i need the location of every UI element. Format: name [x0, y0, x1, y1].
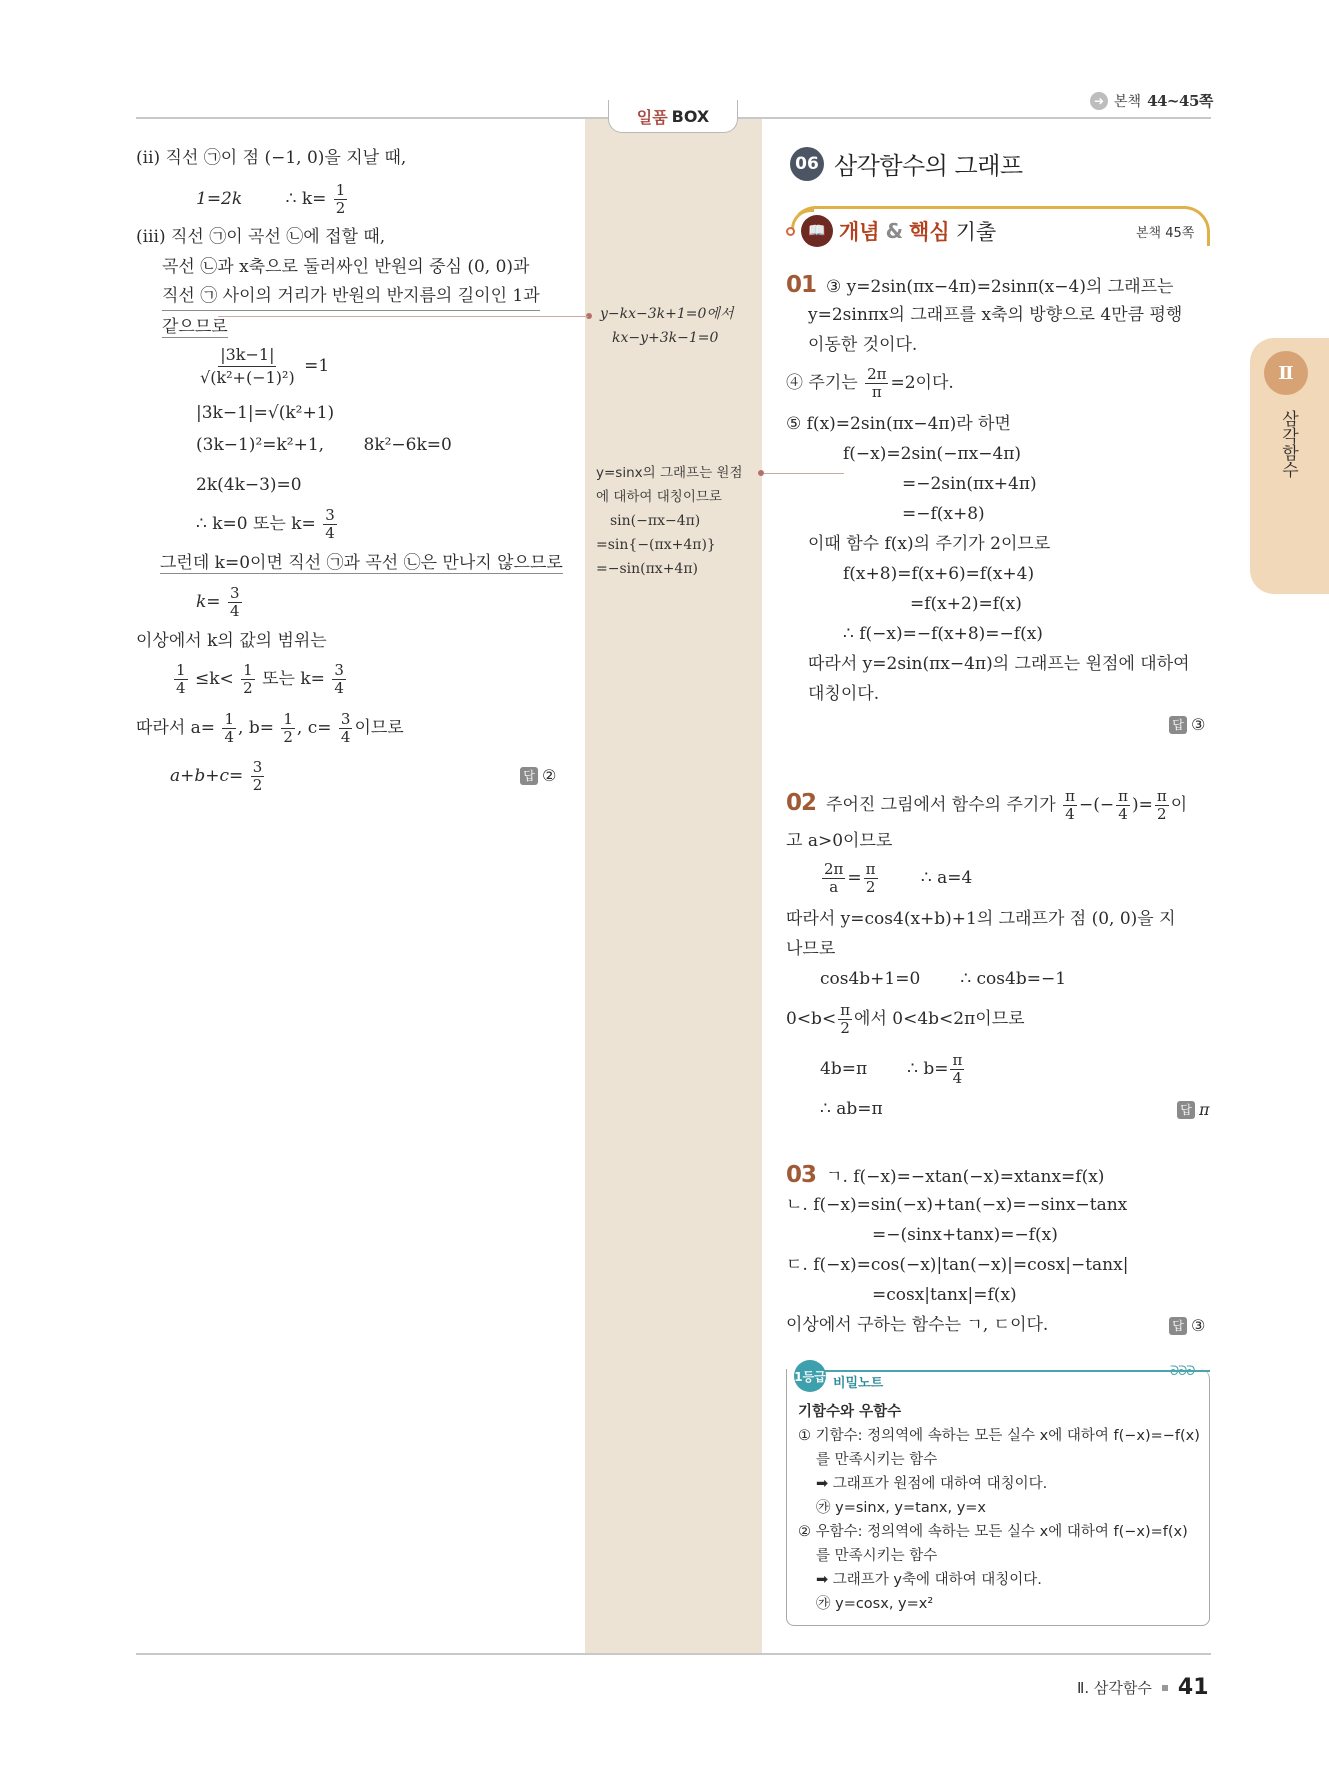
chapter-side-tab[interactable]: [1250, 338, 1329, 594]
equation: k= $\frac{3}{4}$: [196, 584, 240, 620]
problem-02-line: cos4b+1=0 ∴ cos4b=−1: [820, 969, 1067, 989]
answer-badge: 답 ③: [1169, 715, 1205, 734]
problem-03-line: ㄷ. f(−x)=cos(−x)|tan(−x)|=cosx|−tanx|: [786, 1255, 1129, 1275]
problem-01-line: =−2sin(πx+4π): [902, 474, 1037, 494]
leader-line: [218, 316, 588, 317]
problem-03-line: 이상에서 구하는 함수는 ㄱ, ㄷ이다.: [786, 1315, 1049, 1335]
main-book-reference: ➜ 본책 44~45쪽: [1090, 90, 1213, 111]
distance-equation: $\frac{|3k-1|}{\text{√(k²+(−1)²)}}$ =1: [200, 345, 330, 387]
separator-square-icon: [1162, 1685, 1168, 1691]
section-title: 삼각함수의 그래프: [834, 152, 1023, 180]
body-text: 같으므로: [162, 317, 228, 337]
answer-badge: 답 ②: [520, 766, 556, 785]
problem-03-line: =cosx|tanx|=f(x): [872, 1285, 1017, 1305]
problem-02-line: ∴ ab=π: [820, 1099, 883, 1119]
footer-chapter: Ⅱ. 삼각함수: [1077, 1679, 1152, 1697]
problem-01-line: =−f(x+8): [902, 504, 985, 524]
problem-number: 01: [786, 272, 817, 298]
page-footer: [1077, 1675, 1209, 1700]
equation: a+b+c= $\frac{3}{2}$: [170, 758, 263, 794]
equation: 1=2k ∴ k= $\frac{1}{2}$: [196, 181, 346, 217]
body-text: 이상에서 k의 값의 범위는: [136, 631, 327, 651]
problem-02-line: 따라서 y=cos4(x+b)+1의 그래프가 점 (0, 0)을 지: [786, 909, 1176, 929]
equation: 따라서 a= $\frac{1}{4}$ , b= $\frac{1}{2}$ , c= $\frac{3}{4}$ 이므로: [136, 710, 404, 746]
problem-02-line: 나므로: [786, 939, 836, 959]
problem-01-line: f(−x)=2sin(−πx−4π): [843, 444, 1022, 464]
box-note-line-equation: y−kx−3k+1=0에서 kx−y+3k−1=0: [600, 306, 734, 346]
box-note-sine-symmetry: y=sinx의 그래프는 원점 에 대하여 대칭이므로 sin(−πx−4π) =sin{−(πx+4π)} =−sin(πx+4π): [596, 465, 743, 577]
case-iii-text: (ⅲ) 직선 ㉠이 곡선 ㉡에 접할 때,: [136, 227, 386, 247]
problem-01-line: 이때 함수 f(x)의 주기가 2이므로: [808, 534, 1051, 554]
chapter-label: 삼각함수: [1278, 410, 1298, 478]
problem-01-line: 대칭이다.: [808, 684, 880, 704]
problem-02-line: 4b=π ∴ b= $\frac{\pi}{4}$: [820, 1051, 963, 1087]
body-text: 직선 ㉠ 사이의 거리가 반원의 반지름의 길이인 1과: [162, 282, 540, 311]
problem-03-line: =−(sinx+tanx)=−f(x): [872, 1225, 1058, 1245]
problem-01-line: 01 ③ y=2sin(πx−4π)=2sinπ(x−4)의 그래프는: [786, 272, 1174, 298]
body-text: 그런데 k=0이면 직선 ㉠과 곡선 ㉡은 만나지 않으므로: [160, 553, 563, 573]
problem-02-line: 0<b< $\frac{\pi}{2}$ 에서 0<4b<2π이므로: [786, 1001, 1025, 1037]
fraction: $\frac{1}{2}$: [335, 181, 346, 217]
equation: $\frac{1}{4}$ ≤k< $\frac{1}{2}$ 또는 k= $\frac{3}{4}$: [176, 661, 344, 697]
problem-02-line: 02 주어진 그림에서 함수의 주기가 $\frac{\pi}{4}$ −(− $\frac{\pi}{4}$ )= $\frac{\pi}{2}$ 이: [786, 787, 1188, 823]
problem-number: 02: [786, 790, 817, 816]
problem-02-line: 고 a>0이므로: [786, 831, 893, 851]
problem-01-line: ④ 주기는 $\frac{2\pi}{\pi}$ =2이다.: [786, 365, 954, 401]
problem-01-line: ⑤ f(x)=2sin(πx−4π)라 하면: [786, 414, 1011, 434]
secret-note-heading: 기함수와 우함수: [798, 1404, 902, 1420]
grade-badge: 1등급: [794, 1360, 826, 1392]
leader-line: [764, 473, 844, 474]
ilpum-box-tab: 일품 BOX: [608, 100, 738, 133]
problem-01-line: 따라서 y=2sin(πx−4π)의 그래프는 원점에 대하여: [808, 654, 1190, 674]
section-heading: [790, 146, 1023, 181]
answer-badge: 답 π: [1177, 1100, 1210, 1119]
chapter-numeral: Ⅱ: [1264, 351, 1308, 395]
marker-dot: [786, 227, 795, 236]
secret-note-title: 비밀노트: [833, 1376, 884, 1391]
problem-number: 03: [786, 1162, 817, 1188]
problem-01-line: 이동한 것이다.: [808, 335, 918, 355]
concept-heading: 📖 개념 & 핵심 기출: [786, 215, 996, 247]
equation: ∴ k=0 또는 k= $\frac{3}{4}$: [196, 506, 335, 542]
problem-01-line: ∴ f(−x)=−f(x+8)=−f(x): [843, 624, 1043, 644]
section-number: 06: [790, 147, 824, 181]
decoration-icon: ᘐᘐᘐ: [1170, 1364, 1195, 1379]
equation: 2k(4k−3)=0: [196, 475, 302, 495]
problem-03-line: 03 ㄱ. f(−x)=−xtan(−x)=xtanx=f(x): [786, 1162, 1105, 1188]
problem-01-line: y=2sinπx의 그래프를 x축의 방향으로 4만큼 평행: [808, 305, 1183, 325]
concept-page-reference: 본책 45쪽: [1136, 226, 1195, 241]
answer-badge: 답 ③: [1169, 1316, 1205, 1335]
problem-01-line: f(x+8)=f(x+6)=f(x+4): [843, 564, 1035, 584]
footer-rule: [136, 1653, 1211, 1655]
book-icon: 📖: [801, 215, 833, 247]
equation: |3k−1|=√(k²+1): [196, 403, 335, 423]
case-ii-text: (ⅱ) 직선 ㉠이 점 (−1, 0)을 지날 때,: [136, 148, 407, 168]
arrow-right-icon: ➜: [1090, 92, 1108, 110]
problem-02-line: $\frac{2\pi}{a}$ = $\frac{\pi}{2}$ ∴ a=4: [824, 860, 973, 896]
problem-03-line: ㄴ. f(−x)=sin(−x)+tan(−x)=−sinx−tanx: [786, 1195, 1128, 1215]
problem-01-line: =f(x+2)=f(x): [910, 594, 1022, 614]
page-number: 41: [1177, 1675, 1209, 1700]
body-text: 곡선 ㉡과 x축으로 둘러싸인 반원의 중심 (0, 0)과: [162, 257, 530, 277]
equation: (3k−1)²=k²+1, 8k²−6k=0: [196, 435, 452, 455]
